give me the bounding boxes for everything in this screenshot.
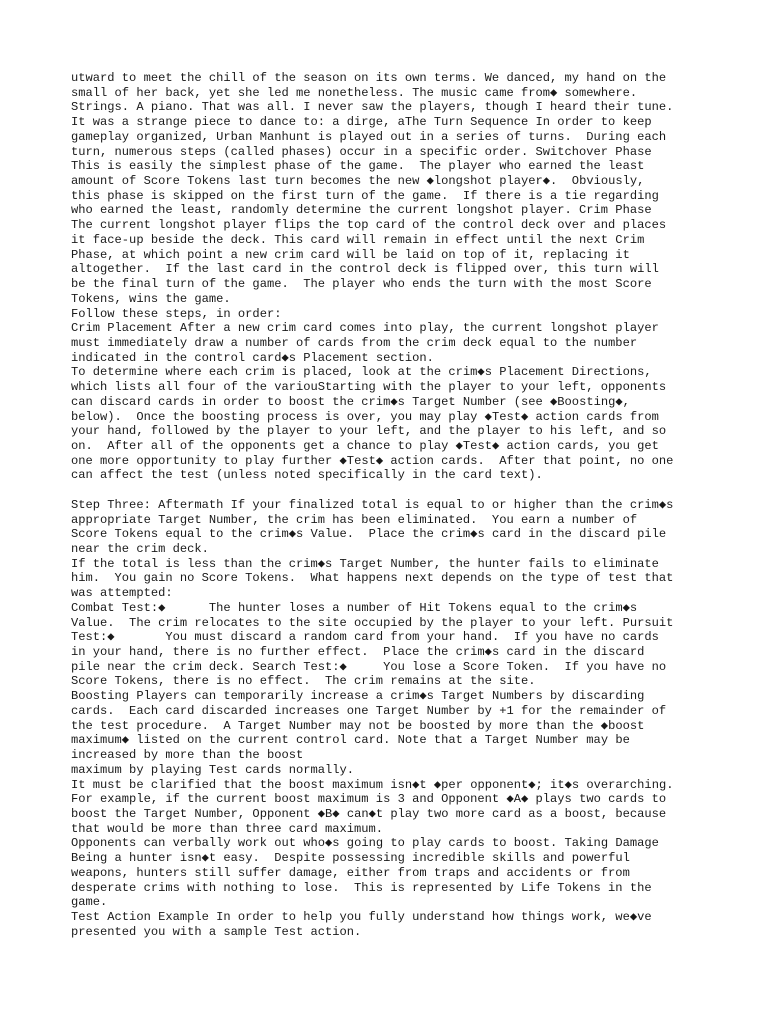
text-line: Test Action Example In order to help you fully understand how things work, we◆ve bbox=[71, 909, 652, 924]
text-line: can discard cards in order to boost the crim◆s Target Number (see ◆Boosting◆, bbox=[71, 394, 630, 409]
text-line: gameplay organized, Urban Manhunt is played out in a series of turns. During each bbox=[71, 129, 667, 144]
text-line: was attempted: bbox=[71, 586, 173, 601]
text-line: Follow these steps, in order: bbox=[71, 306, 282, 321]
text-line: Test:◆ You must discard a random card from your hand. If you have no cards bbox=[71, 630, 659, 645]
document-body bbox=[71, 71, 711, 939]
text-line: near the crim deck. bbox=[71, 542, 209, 556]
text-line: altogether. If the last card in the control deck is flipped over, this turn will bbox=[71, 262, 659, 277]
text-line: Combat Test:◆ The hunter loses a number of Hit Tokens equal to the crim◆s bbox=[71, 600, 638, 615]
text-line: it face-up beside the deck. This card will remain in effect until the next Crim bbox=[71, 232, 645, 247]
text-line: The current longshot player flips the top card of the control deck over and places bbox=[71, 218, 667, 233]
text-line: him. You gain no Score Tokens. What happens next depends on the type of test that bbox=[71, 571, 674, 586]
text-line: If the total is less than the crim◆s Target Number, the hunter fails to eliminate bbox=[71, 556, 659, 571]
text-line: boost the Target Number, Opponent ◆B◆ can◆t play two more card as a boost, because bbox=[71, 806, 667, 821]
text-line: Score Tokens equal to the crim◆s Value. Place the crim◆s card in the discard pile bbox=[71, 527, 667, 542]
text-line: small of her back, yet she led me nonetheless. The music came from◆ somewhere. bbox=[71, 85, 638, 100]
text-line: Tokens, wins the game. bbox=[71, 291, 231, 306]
text-line: that would be more than three card maximum. bbox=[71, 821, 384, 836]
text-line: increased by more than the boost bbox=[71, 748, 304, 763]
text-line: It was a strange piece to dance to: a dirge, aThe Turn Sequence In order to keep bbox=[71, 115, 652, 130]
text-line: Score Tokens, there is no effect. The crim remains at the site. bbox=[71, 674, 536, 689]
text-line: below). Once the boosting process is over, you may play ◆Test◆ action cards from bbox=[71, 409, 659, 424]
text-line: To determine where each crim is placed, look at the crim◆s Placement Directions, bbox=[71, 365, 652, 380]
text-line: Step Three: Aftermath If your finalized total is equal to or higher than the crim◆s bbox=[71, 497, 674, 512]
text-line: weapons, hunters still suffer damage, either from traps and accidents or from bbox=[71, 865, 630, 880]
text-line: game. bbox=[71, 895, 108, 910]
text-line: appropriate Target Number, the crim has been eliminated. You earn a number of bbox=[71, 512, 638, 527]
text-line: on. After all of the opponents get a chance to play ◆Test◆ action cards, you get bbox=[71, 438, 659, 453]
text-line: desperate crims with nothing to lose. This is represented by Life Tokens in the bbox=[71, 880, 652, 895]
text-line: this phase is skipped on the first turn of the game. If there is a tie regarding bbox=[71, 188, 659, 203]
text-line: It must be clarified that the boost maximum isn◆t ◆per opponent◆; it◆s overarching. bbox=[71, 777, 674, 792]
text-line: utward to meet the chill of the season on its own terms. We danced, my hand on the bbox=[71, 71, 667, 85]
text-line: Being a hunter isn◆t easy. Despite possessing incredible skills and powerful bbox=[71, 851, 630, 866]
text-line: turn, numerous steps (called phases) occur in a specific order. Switchover Phase bbox=[71, 144, 652, 159]
text-line: can affect the test (unless noted specifically in the card text). bbox=[71, 468, 543, 483]
text-line: Phase, at which point a new crim card will be laid on top of it, replacing it bbox=[71, 247, 630, 262]
text-line: Crim Placement After a new crim card comes into play, the current longshot player bbox=[71, 321, 659, 336]
text-line: pile near the crim deck. Search Test:◆ You lose a Score Token. If you have no bbox=[71, 659, 667, 674]
text-line: Strings. A piano. That was all. I never saw the players, though I heard their tune. bbox=[71, 100, 674, 115]
text-line: be the final turn of the game. The player who ends the turn with the most Score bbox=[71, 277, 652, 292]
text-line: Boosting Players can temporarily increase a crim◆s Target Numbers by discarding bbox=[71, 689, 645, 704]
text-line: Value. The crim relocates to the site occupied by the player to your left. Pursuit bbox=[71, 615, 674, 630]
text-line: the test procedure. A Target Number may not be boosted by more than the ◆boost bbox=[71, 718, 645, 733]
text-line: amount of Score Tokens last turn becomes the new ◆longshot player◆. Obviously, bbox=[71, 174, 645, 189]
text-line: Opponents can verbally work out who◆s going to play cards to boost. Taking Damage bbox=[71, 836, 659, 851]
text-line: maximum by playing Test cards normally. bbox=[71, 762, 355, 777]
text-line: presented you with a sample Test action. bbox=[71, 924, 362, 939]
text-line: indicated in the control card◆s Placement section. bbox=[71, 350, 434, 365]
text-line: in your hand, there is no further effect. Place the crim◆s card in the discard bbox=[71, 645, 645, 660]
text-line: which lists all four of the variouStarting with the player to your left, opponents bbox=[71, 380, 667, 395]
text-line: maximum◆ listed on the current control card. Note that a Target Number may be bbox=[71, 733, 630, 748]
text-line: This is easily the simplest phase of the game. The player who earned the least bbox=[71, 159, 645, 174]
text-line: who earned the least, randomly determine the current longshot player. Crim Phase bbox=[71, 203, 652, 218]
text-line: your hand, followed by the player to your left, and the player to his left, and so bbox=[71, 424, 667, 439]
text-line: one more opportunity to play further ◆Test◆ action cards. After that point, no one bbox=[71, 453, 674, 468]
blank-line bbox=[71, 483, 711, 498]
text-line: For example, if the current boost maximum is 3 and Opponent ◆A◆ plays two cards to bbox=[71, 792, 667, 807]
text-line: cards. Each card discarded increases one Target Number by +1 for the remainder of bbox=[71, 703, 667, 718]
text-line: must immediately draw a number of cards from the crim deck equal to the number bbox=[71, 335, 638, 350]
